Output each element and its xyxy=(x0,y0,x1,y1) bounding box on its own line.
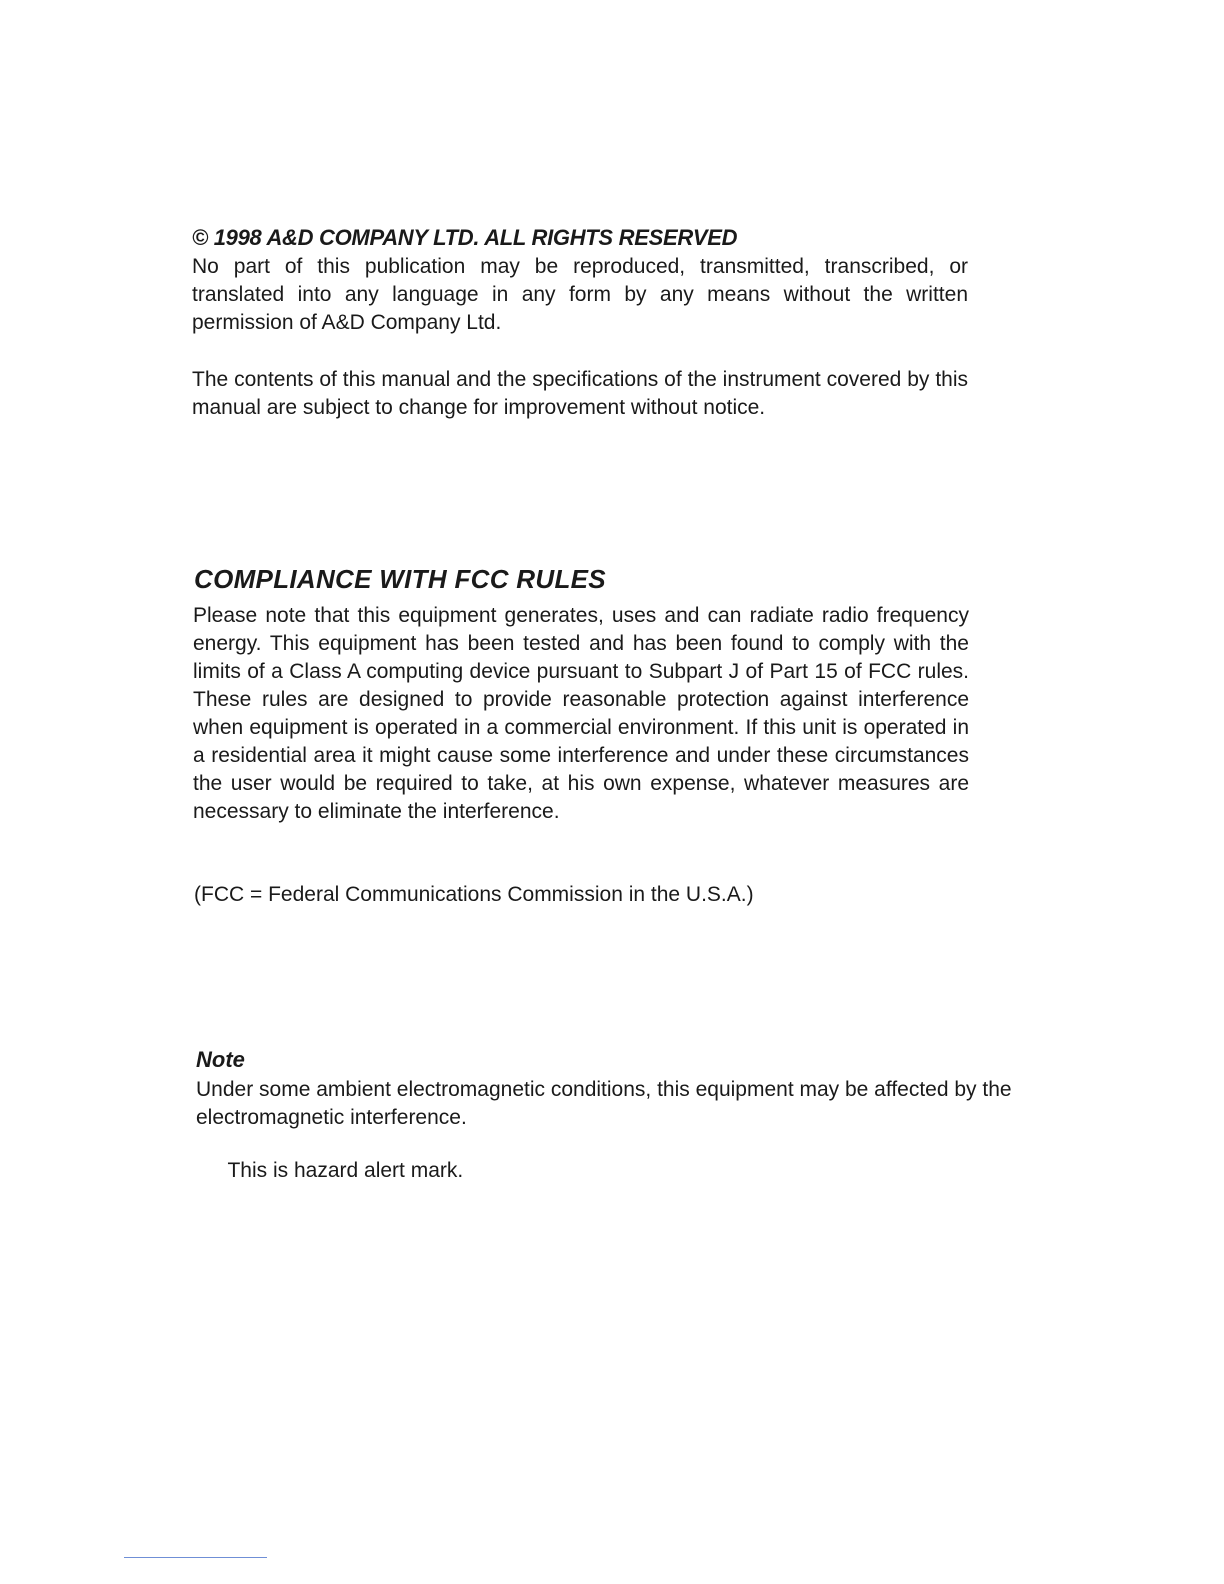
note-body: Under some ambient electromagnetic conditions, this equipment may be affected by the electromagnetic interference. xyxy=(196,1078,1012,1129)
note-heading: Note xyxy=(196,1047,245,1072)
hazard-alert-icon xyxy=(196,1159,222,1179)
fcc-compliance-body: Please note that this equipment generates, uses and can radiate radio frequency energy. This equipment has been tested and has been found to comply with the limits of a Class A computing device pursuant to Subpart J of Part 15 of FCC rules. These rules are designed to provide reasonable protection against interference when equipment is operated in a commercial environment. If this unit is operated in a residential area it might cause some interference and under these circumstances the user would be required to take, at his own expense, whatever measures are necessary to eliminate the interference. xyxy=(193,604,969,823)
copyright-body: No part of this publication may be reproduced, transmitted, transcribed, or translated into any language in any form by any means without the written permission of A&D Company Ltd. xyxy=(192,255,968,334)
hazard-alert-line xyxy=(196,1157,796,1185)
manual-change-notice: The contents of this manual and the specifications of the instrument covered by this manual are subject to change for improvement without notice. xyxy=(192,368,968,419)
copyright-heading: © 1998 A&D COMPANY LTD. ALL RIGHTS RESERVED xyxy=(192,225,738,250)
hazard-alert-text: This is hazard alert mark. xyxy=(227,1159,464,1182)
fcc-definition: (FCC = Federal Communications Commission in the U.S.A.) xyxy=(194,883,754,906)
fcc-heading: COMPLIANCE WITH FCC RULES xyxy=(194,564,606,594)
bottom-rule xyxy=(124,1557,267,1558)
